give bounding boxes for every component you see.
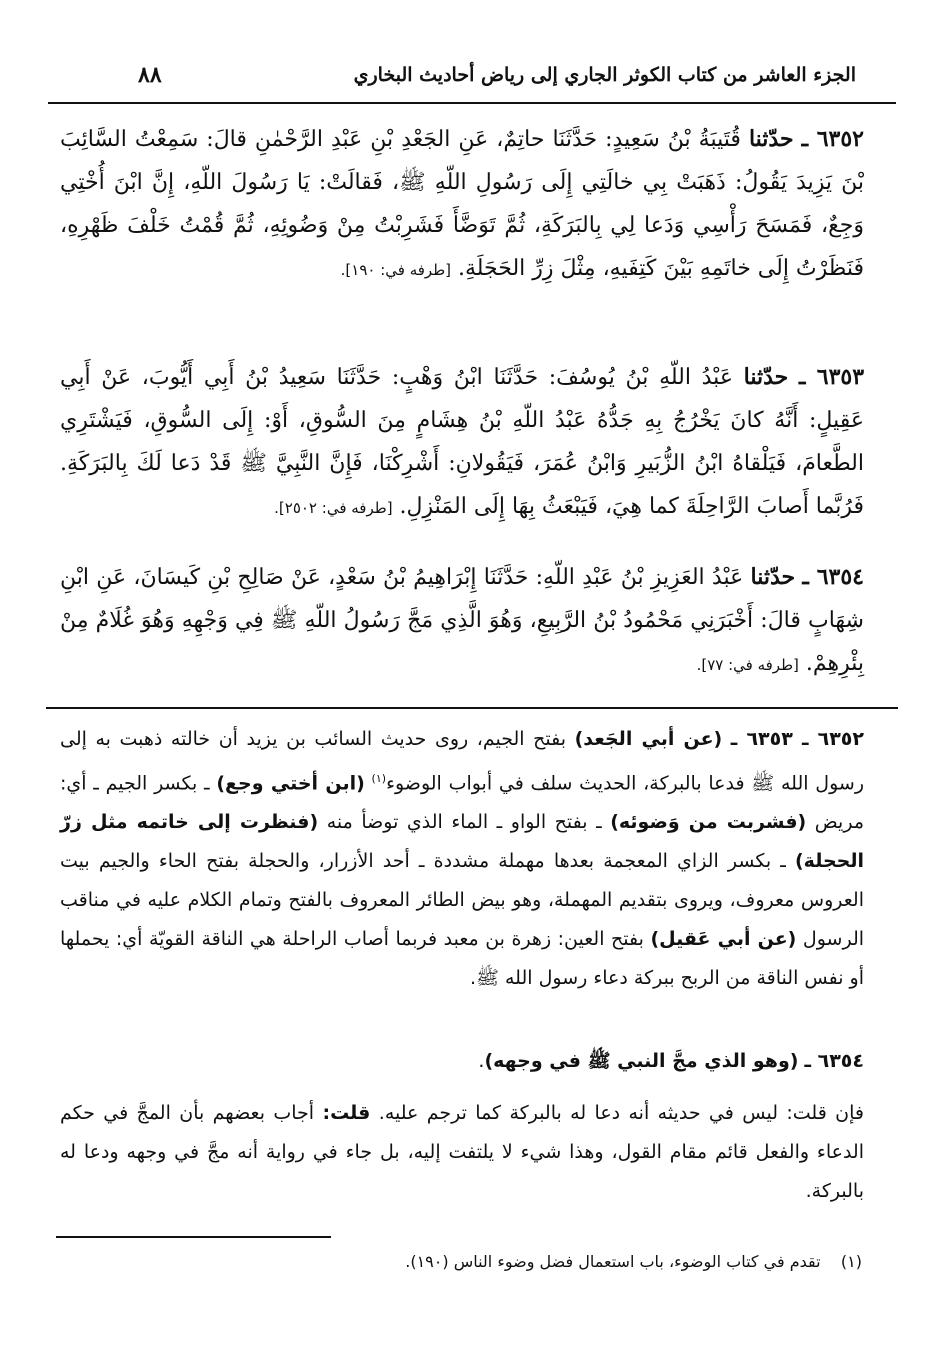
hadith-lead: حدّثنا bbox=[748, 126, 794, 152]
footnote bbox=[405, 1252, 862, 1271]
hadith-lead: حدّثنا bbox=[750, 564, 796, 590]
hadith-lead: حدّثنا bbox=[743, 364, 789, 390]
commentary-text: . bbox=[478, 1050, 485, 1072]
commentary-text: بفتح العين: زهرة بن معبد فربما أصاب الراحلة هي الناقة القويّة أي: يحملها أو نفس الناقة من الربح ببركة دعاء رسول الله ﷺ. bbox=[60, 928, 864, 990]
commentary-text: ـ بكسر الزاي المعجمة بعدها مهملة مشددة ـ أحد الأزرار، والحجلة بفتح الحاء والجيم بيت العروس معروف، ويروى بتقديم المهملة، وهو بيض الطائر المعروف بالفتح وتمام الكلام عليه في مناقب الرسول bbox=[60, 850, 865, 951]
commentary-text: بفتح الجيم، روى حديث السائب بن يزيد أن خالته ذهبت به إلى رسول الله ﷺ فدعا بالبركة، الحديث سلف في أبواب الوضوء bbox=[60, 728, 864, 795]
commentary-text: ـ بكسر الجيم ـ أي: مريض bbox=[60, 772, 865, 834]
hadith-number: ٦٣٥٣ ـ bbox=[798, 364, 865, 390]
commentary-text: أجاب بعضهم بأن المجَّ في حكم الدعاء والفعل قائم مقام القول، وهذا شيء لا يلتفت إليه، بل جاء في رواية أنه مجَّ في وجهه ودعا له بالبركة. bbox=[60, 1102, 864, 1202]
commentary-term: (عن أبي عَقيل) bbox=[650, 928, 797, 951]
hadith-number: ٦٣٥٢ ـ bbox=[801, 126, 864, 152]
page-number: ٨٨ bbox=[138, 62, 162, 88]
commentary-number: ٦٣٥٤ ـ bbox=[804, 1050, 864, 1072]
commentary-term: (ابن أختي وجع) bbox=[216, 772, 365, 795]
footnote-reference: (١) bbox=[371, 772, 387, 785]
commentary-term: قلت: bbox=[322, 1102, 371, 1124]
commentary-term: (فنظرت إلى خاتمه مثل زرّ الحجلة) bbox=[60, 811, 864, 873]
commentary-number: ٦٣٥٢ ـ ٦٣٥٣ ـ bbox=[730, 728, 864, 750]
commentary-text: ـ بفتح الواو ـ الماء الذي توضأ منه bbox=[326, 811, 602, 834]
hadith-cross-reference: [طرفه في: ٧٧]. bbox=[696, 656, 799, 674]
commentary-6352-6353 bbox=[60, 720, 864, 998]
commentary-term: (وهو الذي مجَّ النبي ﷺ في وجهه) bbox=[484, 1050, 799, 1072]
hadith-number: ٦٣٥٤ ـ bbox=[802, 564, 864, 590]
hadith-6352 bbox=[60, 118, 864, 292]
commentary-divider bbox=[46, 707, 898, 709]
running-header bbox=[48, 52, 896, 104]
hadith-text: عَبْدُ اللّهِ بْنُ يُوسُفَ: حَدَّثَنَا ابْنُ وَهْبٍ: حَدَّثَنَا سَعِيدُ بْنُ أَبِي أَيُّوبَ، عَنْ أَبِي عَقِيلٍ: أَنَّهُ كانَ يَخْرُجُ بِهِ جَدُّهُ عَبْدُ اللّهِ بْنُ هِشَامٍ مِنَ السُّوقِ، أَوْ: إِلَى السُّوقِ، فَيَشْتَرِي الطَّعامَ، فَيَلْقاهُ ابْنُ الزُّبَيرِ وَابْنُ عُمَرَ، فَيَقُولانِ: أَشْرِكْنَا، فَإِنَّ النَّبِيَّ ﷺ قَدْ دَعا لَكَ بِالبَرَكَةِ. فَرُبَّما أَصابَ الرَّاحِلَةَ كما هِيَ، فَيَبْعَثُ بِهَا إِلَى المَنْزِلِ. bbox=[60, 365, 864, 519]
commentary-text: فإن قلت: ليس في حديثه أنه دعا له بالبركة كما ترجم عليه. bbox=[378, 1102, 864, 1124]
footnote-text: تقدم في كتاب الوضوء، باب استعمال فضل وضوء الناس (١٩٠). bbox=[405, 1252, 821, 1271]
footnote-marker: (١) bbox=[840, 1252, 862, 1271]
header-title: الجزء العاشر من كتاب الكوثر الجاري إلى رياض أحاديث البخاري bbox=[353, 64, 856, 86]
commentary-question bbox=[60, 1094, 864, 1211]
hadith-cross-reference: [طرفه في: ١٩٠]. bbox=[340, 261, 451, 279]
commentary-term: (فشربت من وَضوئه) bbox=[610, 811, 807, 834]
hadith-6353 bbox=[60, 356, 864, 530]
hadith-text: عَبْدُ العَزِيزِ بْنُ عَبْدِ اللّهِ: حَدَّثَنَا إِبْرَاهِيمُ بْنُ سَعْدٍ، عَنْ صَالِحِ بْنِ كَيسَانَ، عَنِ ابْنِ شِهَابٍ قالَ: أَخْبَرَنِي مَحْمُودُ بْنُ الرَّبِيعِ، وَهُوَ الَّذِي مَجَّ رَسُولُ اللّهِ ﷺ فِي وَجْهِهِ وَهُوَ غُلَامٌ مِنْ بِئْرِهِمْ. bbox=[60, 565, 864, 676]
hadith-6354 bbox=[60, 556, 864, 687]
commentary-6354 bbox=[60, 1042, 864, 1081]
commentary-term: (عن أبي الجَعد) bbox=[574, 728, 723, 750]
footnote-separator bbox=[56, 1236, 331, 1238]
hadith-cross-reference: [طرفه في: ٢٥٠٢]. bbox=[274, 499, 393, 517]
hadith-text: قُتَيبَةُ بْنُ سَعِيدٍ: حَدَّثَنَا حاتِمٌ، عَنِ الجَعْدِ بْنِ عَبْدِ الرَّحْمٰنِ قالَ: سَمِعْتُ السَّائِبَ بْنَ يَزِيدَ يَقُولُ: ذَهَبَتْ بِي خالَتِي إِلَى رَسُولِ اللّهِ ﷺ، فَقالَتْ: يَا رَسُولَ اللّهِ، إِنَّ ابْنَ أُخْتِي وَجِعٌ، فَمَسَحَ رَأْسِي وَدَعا لِي بِالبَرَكَةِ، ثُمَّ تَوَضَّأَ فَشَرِبْتُ مِنْ وَضُوئِهِ، ثُمَّ قُمْتُ خَلْفَ ظَهْرِهِ، فَنَظَرْتُ إِلَى خاتَمِهِ بَيْنَ كَتِفَيهِ، مِثْلَ زِرِّ الحَجَلَةِ. bbox=[60, 127, 864, 281]
